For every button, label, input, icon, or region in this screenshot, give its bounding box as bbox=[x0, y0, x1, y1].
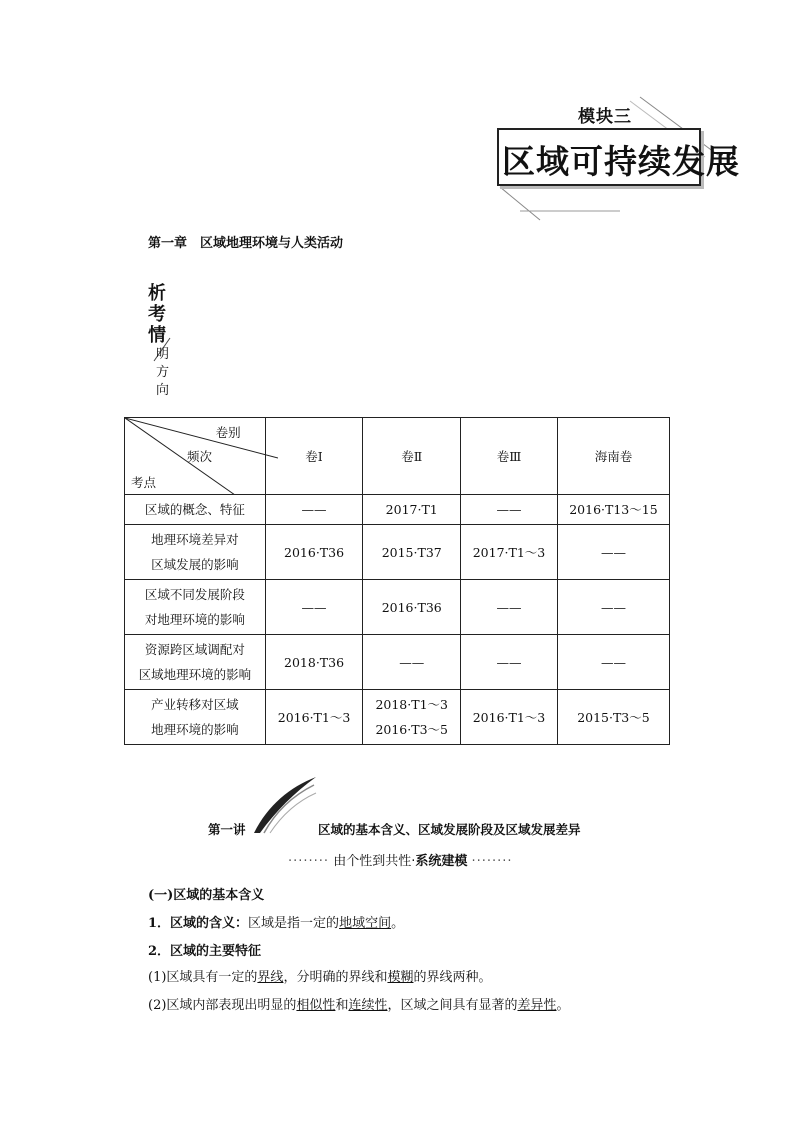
table-cell: —— bbox=[363, 635, 461, 690]
answer-underline: 界线 bbox=[257, 970, 284, 985]
row-topic bbox=[125, 690, 266, 745]
side-label-char: 明 bbox=[156, 347, 170, 362]
text: ，分明确的界线和 bbox=[283, 970, 388, 985]
table-row bbox=[125, 495, 670, 525]
table-cell: —— bbox=[265, 580, 363, 635]
item-heading: 2．区域的主要特征 bbox=[148, 944, 262, 959]
banner-dots-right: ········ bbox=[471, 854, 513, 869]
lecture-number: 第一讲 bbox=[208, 822, 246, 837]
module-title: 区域可持续发展 bbox=[502, 142, 740, 181]
corner-label-volume: 卷别 bbox=[215, 425, 241, 440]
table-cell-line: 2018·T1～3 bbox=[375, 697, 448, 712]
text: (2)区域内部表现出明显的 bbox=[148, 998, 297, 1013]
table-cell-line: 2016·T3～5 bbox=[375, 722, 448, 737]
table-cell: —— bbox=[461, 580, 558, 635]
table-cell: 2016·T1～3 bbox=[265, 690, 363, 745]
corner-label-topic: 考点 bbox=[131, 475, 157, 490]
table-cell: 2016·T13～15 bbox=[557, 495, 669, 525]
section-heading: (一)区域的基本含义 bbox=[148, 888, 265, 903]
side-label-char: 方 bbox=[156, 365, 170, 380]
table-cell: 2015·T37 bbox=[363, 525, 461, 580]
table-cell: —— bbox=[265, 495, 363, 525]
row-topic-line: 对地理环境的影响 bbox=[144, 612, 245, 627]
table-row bbox=[125, 525, 670, 580]
exam-frequency-table bbox=[124, 417, 670, 745]
table-cell: 2018·T36 bbox=[265, 635, 363, 690]
lecture-title: 区域的基本含义、区域发展阶段及区域发展差异 bbox=[318, 822, 581, 837]
table-cell: —— bbox=[557, 525, 669, 580]
table-cell: —— bbox=[461, 635, 558, 690]
side-label bbox=[148, 283, 188, 400]
row-topic-line: 区域发展的影响 bbox=[151, 557, 239, 572]
section-banner bbox=[288, 850, 513, 869]
side-label-char: 析 bbox=[148, 283, 166, 304]
text: 区域是指一定的 bbox=[248, 916, 340, 931]
side-label-char: 向 bbox=[156, 383, 170, 398]
table-row bbox=[125, 635, 670, 690]
column-header: 卷Ⅰ bbox=[265, 418, 363, 495]
table-row bbox=[125, 690, 670, 745]
table-corner-header bbox=[125, 418, 266, 495]
row-topic-line: 地理环境的影响 bbox=[151, 722, 239, 737]
paragraph bbox=[148, 912, 404, 931]
answer-underline: 相似性 bbox=[296, 998, 336, 1013]
table-cell bbox=[363, 690, 461, 745]
module-label: 模块三 bbox=[578, 107, 632, 127]
answer-underline: 差异性 bbox=[517, 998, 557, 1013]
answer-underline: 地域空间 bbox=[339, 916, 392, 931]
text: 。 bbox=[556, 998, 570, 1013]
row-topic-line: 区域不同发展阶段 bbox=[144, 587, 245, 602]
answer-underline: 连续性 bbox=[348, 998, 388, 1013]
table-cell: 2016·T36 bbox=[265, 525, 363, 580]
text: ，区域之间具有显著的 bbox=[387, 998, 518, 1013]
corner-label-frequency: 频次 bbox=[187, 449, 213, 464]
table-cell: —— bbox=[557, 580, 669, 635]
table-cell: 2015·T3～5 bbox=[557, 690, 669, 745]
row-topic-line: 资源跨区域调配对 bbox=[144, 642, 245, 657]
side-label-char: 情 bbox=[148, 325, 166, 346]
paragraph bbox=[148, 966, 491, 985]
row-topic-line: 地理环境差异对 bbox=[151, 532, 239, 547]
row-topic bbox=[125, 635, 266, 690]
answer-underline: 模糊 bbox=[387, 970, 414, 985]
table-cell: —— bbox=[557, 635, 669, 690]
table-row bbox=[125, 580, 670, 635]
row-topic bbox=[125, 495, 266, 525]
text: 的界线两种。 bbox=[413, 970, 492, 985]
row-topic bbox=[125, 525, 266, 580]
chapter-title: 第一章 区域地理环境与人类活动 bbox=[148, 236, 344, 251]
text: 和 bbox=[335, 998, 349, 1013]
table-header-row bbox=[125, 418, 670, 495]
banner-dots-left: ········ bbox=[288, 854, 330, 869]
row-topic-line: 产业转移对区域 bbox=[151, 697, 239, 712]
banner-bold-text: 系统建模 bbox=[415, 854, 468, 869]
paragraph bbox=[148, 994, 570, 1013]
text: 。 bbox=[391, 916, 405, 931]
row-topic bbox=[125, 580, 266, 635]
row-topic-line: 区域的概念、特征 bbox=[144, 502, 245, 517]
column-header: 卷Ⅱ bbox=[363, 418, 461, 495]
table-cell: 2017·T1～3 bbox=[461, 525, 558, 580]
column-header: 海南卷 bbox=[557, 418, 669, 495]
table-cell: 2016·T1～3 bbox=[461, 690, 558, 745]
column-header: 卷Ⅲ bbox=[461, 418, 558, 495]
text: (1)区域具有一定的 bbox=[148, 970, 258, 985]
table-cell: 2017·T1 bbox=[363, 495, 461, 525]
table-cell: —— bbox=[461, 495, 558, 525]
row-topic-line: 区域地理环境的影响 bbox=[138, 667, 252, 682]
table-cell: 2016·T36 bbox=[363, 580, 461, 635]
side-label-char: 考 bbox=[148, 304, 166, 325]
item-label: 1．区域的含义： bbox=[148, 916, 249, 931]
swoosh-icon bbox=[250, 775, 320, 835]
banner-text: 由个性到共性· bbox=[333, 854, 416, 869]
